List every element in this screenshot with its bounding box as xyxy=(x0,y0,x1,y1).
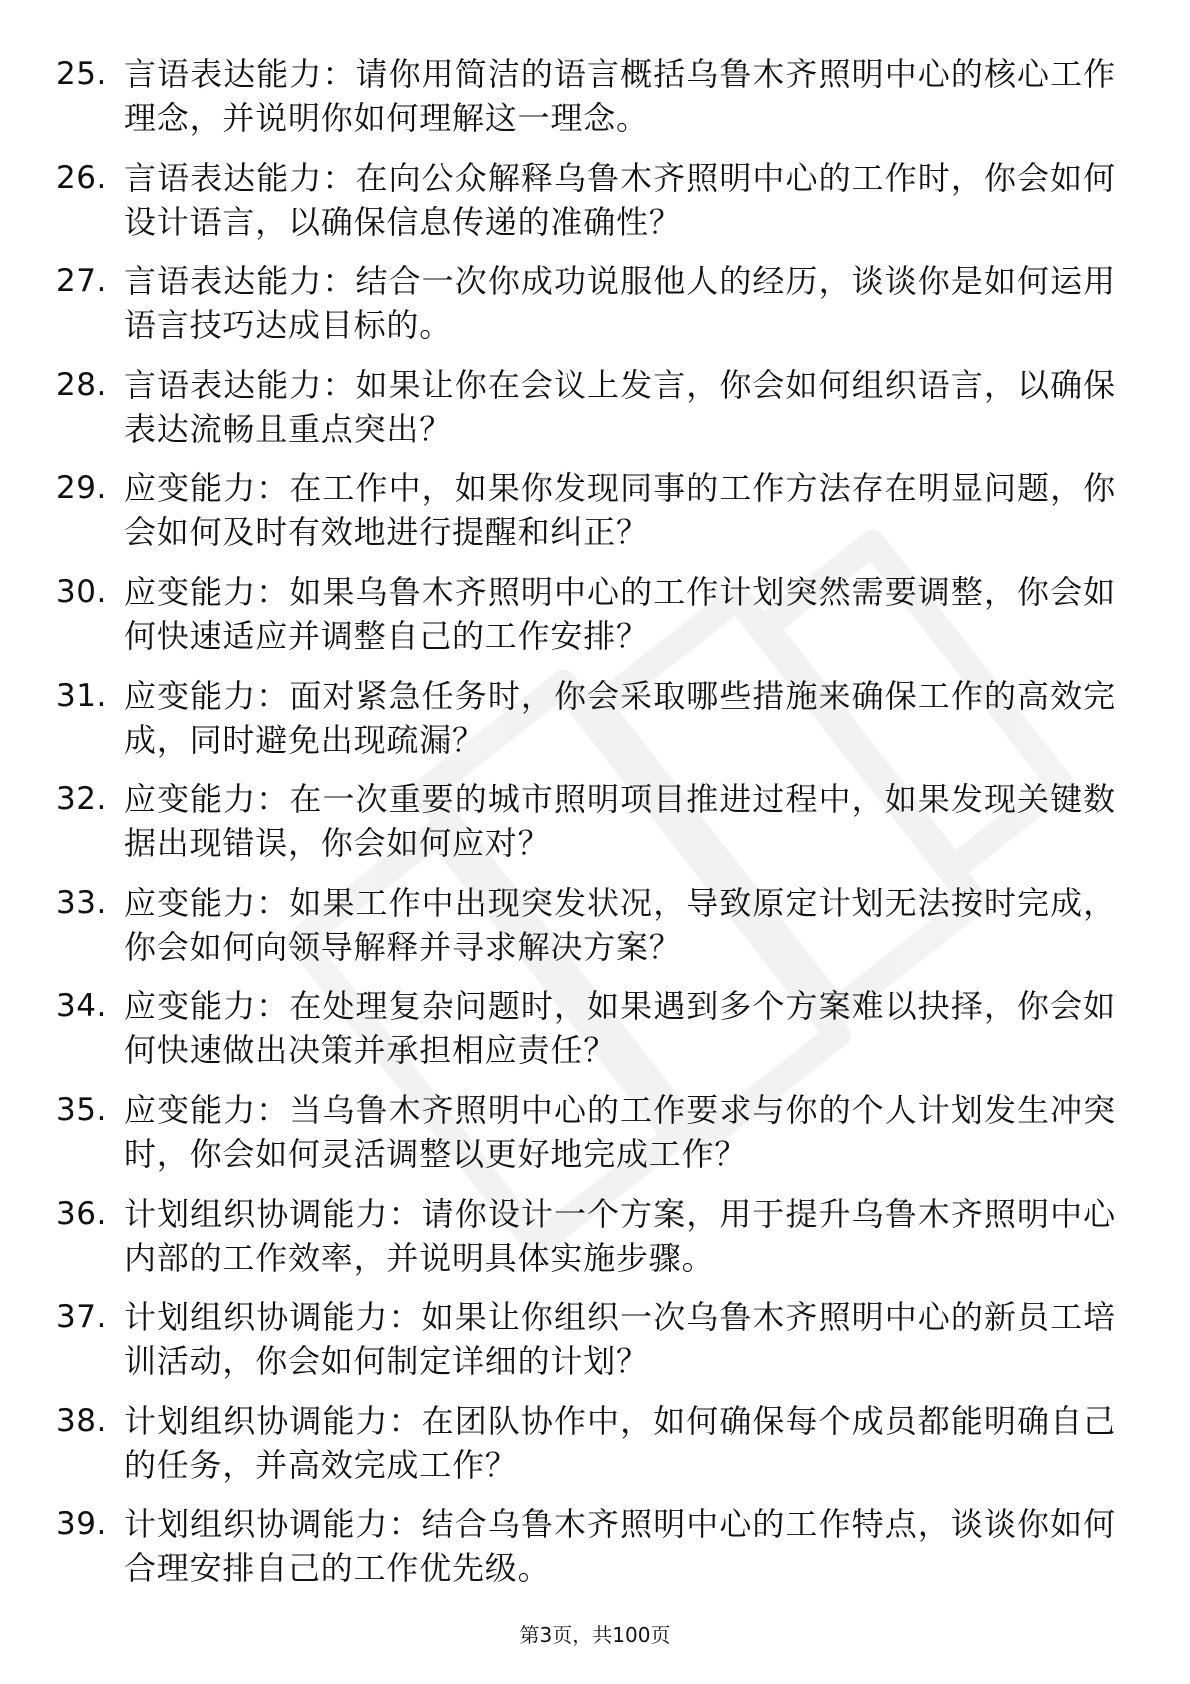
question-item xyxy=(56,570,1116,674)
question-item xyxy=(56,1399,1116,1503)
question-item xyxy=(56,881,1116,985)
question-number: 34. xyxy=(56,988,107,1025)
question-number: 36. xyxy=(56,1195,107,1232)
question-text: 应变能力：在工作中，如果你发现同事的工作方法存在明显问题，你会如何及时有效地进行提醒和纠正？ xyxy=(124,469,1116,552)
question-text: 言语表达能力：在向公众解释乌鲁木齐照明中心的工作时，你会如何设计语言，以确保信息传递的准确性？ xyxy=(124,158,1116,241)
question-item xyxy=(56,363,1116,467)
question-number: 29. xyxy=(56,470,107,507)
question-item xyxy=(56,1502,1116,1606)
question-item xyxy=(56,984,1116,1088)
question-item xyxy=(56,1295,1116,1399)
question-item xyxy=(56,777,1116,881)
question-text: 应变能力：如果工作中出现突发状况，导致原定计划无法按时完成，你会如何向领导解释并寻求解决方案？ xyxy=(124,883,1116,966)
question-list xyxy=(56,52,1116,1606)
question-text: 应变能力：当乌鲁木齐照明中心的工作要求与你的个人计划发生冲突时，你会如何灵活调整以更好地完成工作？ xyxy=(124,1090,1116,1173)
question-text: 言语表达能力：结合一次你成功说服他人的经历，谈谈你是如何运用语言技巧达成目标的。 xyxy=(124,262,1116,345)
question-text: 言语表达能力：请你用简洁的语言概括乌鲁木齐照明中心的核心工作理念，并说明你如何理解这一理念。 xyxy=(124,55,1116,137)
question-number: 33. xyxy=(56,884,107,921)
question-text: 言语表达能力：如果让你在会议上发言，你会如何组织语言，以确保表达流畅且重点突出？ xyxy=(124,365,1116,448)
question-item xyxy=(56,259,1116,363)
question-text: 计划组织协调能力：结合乌鲁木齐照明中心的工作特点，谈谈你如何合理安排自己的工作优先级。 xyxy=(124,1505,1116,1588)
question-text: 计划组织协调能力：如果让你组织一次乌鲁木齐照明中心的新员工培训活动，你会如何制定详细的计划？ xyxy=(124,1298,1116,1381)
question-item xyxy=(56,156,1116,260)
question-number: 32. xyxy=(56,781,107,818)
question-item xyxy=(56,1192,1116,1296)
question-text: 计划组织协调能力：请你设计一个方案，用于提升乌鲁木齐照明中心内部的工作效率，并说明具体实施步骤。 xyxy=(124,1194,1116,1277)
page-footer: 第3页，共100页 xyxy=(519,1623,671,1647)
question-text: 应变能力：在一次重要的城市照明项目推进过程中，如果发现关键数据出现错误，你会如何应对？ xyxy=(124,780,1116,863)
question-number: 39. xyxy=(56,1506,107,1543)
question-number: 37. xyxy=(56,1299,107,1336)
question-number: 27. xyxy=(56,263,107,300)
question-number: 35. xyxy=(56,1091,107,1128)
question-number: 25. xyxy=(56,56,107,92)
question-item xyxy=(56,52,1116,156)
question-text: 计划组织协调能力：在团队协作中，如何确保每个成员都能明确自己的任务，并高效完成工作？ xyxy=(124,1401,1116,1484)
question-number: 30. xyxy=(56,573,107,610)
question-item xyxy=(56,466,1116,570)
question-number: 26. xyxy=(56,159,107,196)
question-number: 38. xyxy=(56,1402,107,1439)
question-text: 应变能力：面对紧急任务时，你会采取哪些措施来确保工作的高效完成，同时避免出现疏漏？ xyxy=(124,676,1116,759)
question-number: 31. xyxy=(56,677,107,714)
question-text: 应变能力：在处理复杂问题时，如果遇到多个方案难以抉择，你会如何快速做出决策并承担相应责任？ xyxy=(124,987,1116,1070)
question-item xyxy=(56,674,1116,778)
question-text: 应变能力：如果乌鲁木齐照明中心的工作计划突然需要调整，你会如何快速适应并调整自己的工作安排？ xyxy=(124,572,1116,655)
question-number: 28. xyxy=(56,366,107,403)
question-item xyxy=(56,1088,1116,1192)
